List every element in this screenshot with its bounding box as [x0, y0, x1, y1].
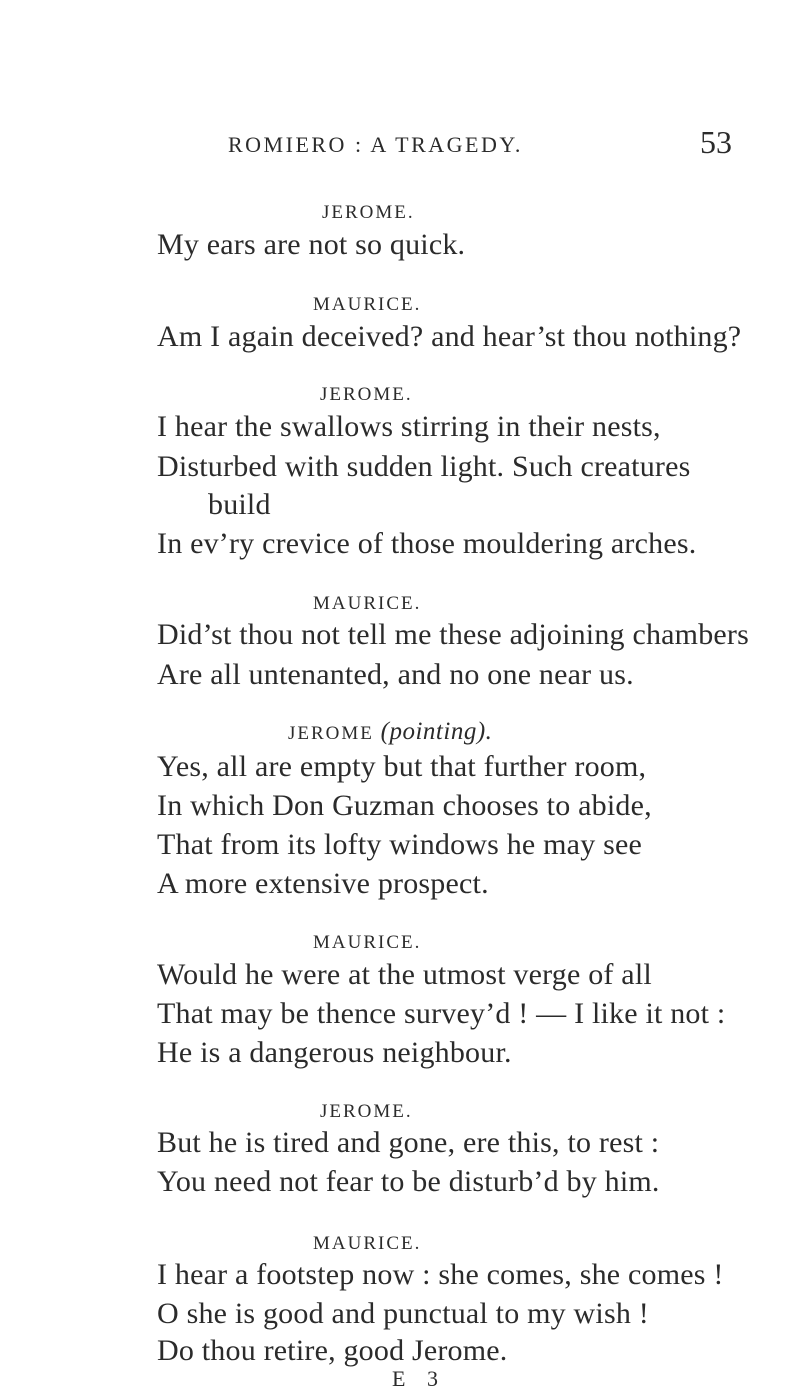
- verse-line: Disturbed with sudden light. Such creatures: [157, 450, 691, 483]
- speaker-label: MAURICE.: [313, 593, 422, 614]
- verse-line: That may be thence survey’d ! — I like it not :: [157, 997, 726, 1030]
- verse-line-turnover: build: [208, 488, 271, 521]
- verse-line: But he is tired and gone, ere this, to rest :: [157, 1126, 660, 1159]
- speaker-label: JEROME: [288, 723, 374, 744]
- verse-line: Yes, all are empty but that further room,: [157, 750, 647, 783]
- verse-line: You need not fear to be disturb’d by him.: [157, 1165, 660, 1198]
- verse-line: My ears are not so quick.: [157, 228, 466, 261]
- speaker-label: MAURICE.: [313, 932, 422, 953]
- verse-line: Did’st thou not tell me these adjoining chambers: [157, 618, 749, 651]
- signature-mark: E 3: [392, 1366, 446, 1391]
- speaker-label: JEROME.: [320, 384, 413, 405]
- verse-line: O she is good and punctual to my wish !: [157, 1297, 649, 1330]
- verse-line: In ev’ry crevice of those mouldering arches.: [157, 527, 697, 560]
- verse-line: Are all untenanted, and no one near us.: [157, 658, 634, 691]
- verse-line: In which Don Guzman chooses to abide,: [157, 789, 652, 822]
- page-number: 53: [700, 124, 732, 160]
- verse-line: I hear the swallows stirring in their nests,: [157, 410, 661, 443]
- speaker-label: MAURICE.: [313, 294, 422, 315]
- verse-line: I hear a footstep now : she comes, she comes !: [157, 1258, 724, 1291]
- verse-line: A more extensive prospect.: [157, 867, 489, 900]
- verse-line: That from its lofty windows he may see: [157, 828, 643, 861]
- running-head: [0, 124, 801, 170]
- verse-line: He is a dangerous neighbour.: [157, 1036, 512, 1069]
- speaker-label: JEROME.: [322, 202, 415, 223]
- verse-line: Do thou retire, good Jerome.: [157, 1334, 508, 1367]
- verse-line: Would he were at the utmost verge of all: [157, 958, 652, 991]
- speaker-label: MAURICE.: [313, 1233, 422, 1254]
- running-title: ROMIERO : A TRAGEDY.: [228, 132, 523, 157]
- stage-direction: (pointing).: [380, 718, 493, 745]
- speaker-label-with-direction: [288, 718, 492, 746]
- speaker-label: JEROME.: [320, 1101, 413, 1122]
- verse-line: Am I again deceived? and hear’st thou nothing?: [157, 320, 742, 353]
